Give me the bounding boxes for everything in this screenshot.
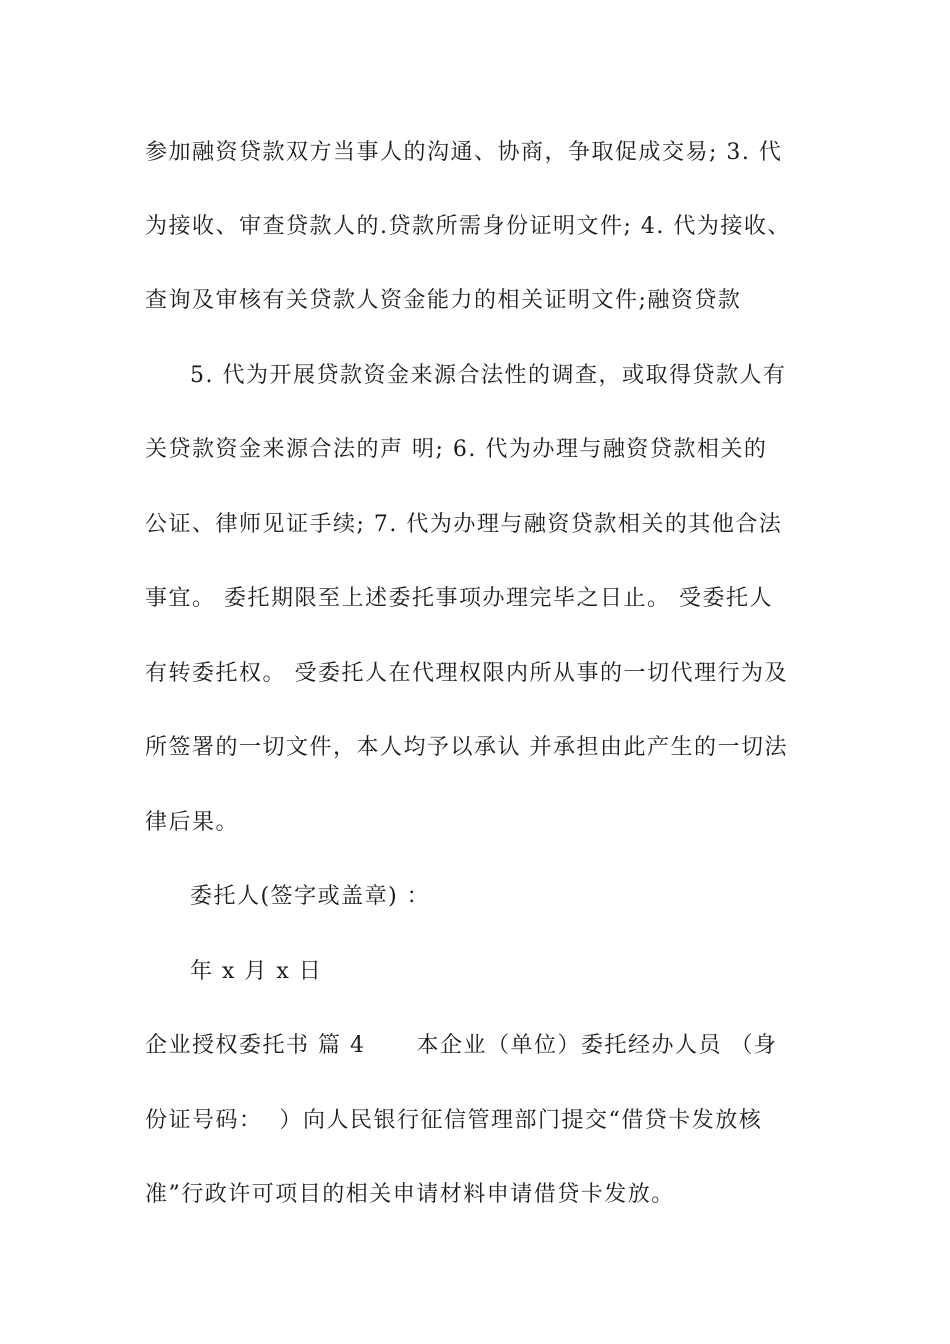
paragraph-line: 律后果。 <box>145 810 240 835</box>
paragraph-line: 关贷款资金来源合法的声 明; 6. 代为办理与融资贷款相关的 <box>145 437 768 462</box>
signature-label: 委托人(签字或盖章) ： <box>190 884 431 909</box>
paragraph-line: 所签署的一切文件，本人均予以承认 并承担由此产生的一切法 <box>145 735 788 760</box>
paragraph-line: 有转委托权。 受委托人在代理权限内所从事的一切代理行为及 <box>145 661 788 686</box>
paragraph-line: 准”行政许可项目的相关申请材料申请借贷卡发放。 <box>145 1182 675 1207</box>
paragraph-line: 5. 代为开展贷款资金来源合法性的调查，或取得贷款人有 <box>190 363 787 388</box>
paragraph-line: 查询及审核有关贷款人资金能力的相关证明文件;融资贷款 <box>145 288 742 313</box>
paragraph-line: 公证、律师见证手续; 7. 代为办理与融资贷款相关的其他合法 <box>145 512 783 537</box>
paragraph-line: 事宜。 委托期限至上述委托事项办理完毕之日止。 受委托人 <box>145 586 773 611</box>
paragraph-line: 份证号码： ）向人民银行征信管理部门提交“借贷卡发放核 <box>145 1108 763 1133</box>
section-heading-line: 企业授权委托书 篇 4 本企业（单位）委托经办人员 （身 <box>145 1033 778 1058</box>
date-line: 年 x 月 x 日 <box>190 959 323 984</box>
paragraph-line: 为接收、审查贷款人的.贷款所需身份证明文件; 4. 代为接收、 <box>145 214 791 239</box>
paragraph-line: 参加融资贷款双方当事人的沟通、协商，争取促成交易; 3. 代 <box>145 140 783 165</box>
